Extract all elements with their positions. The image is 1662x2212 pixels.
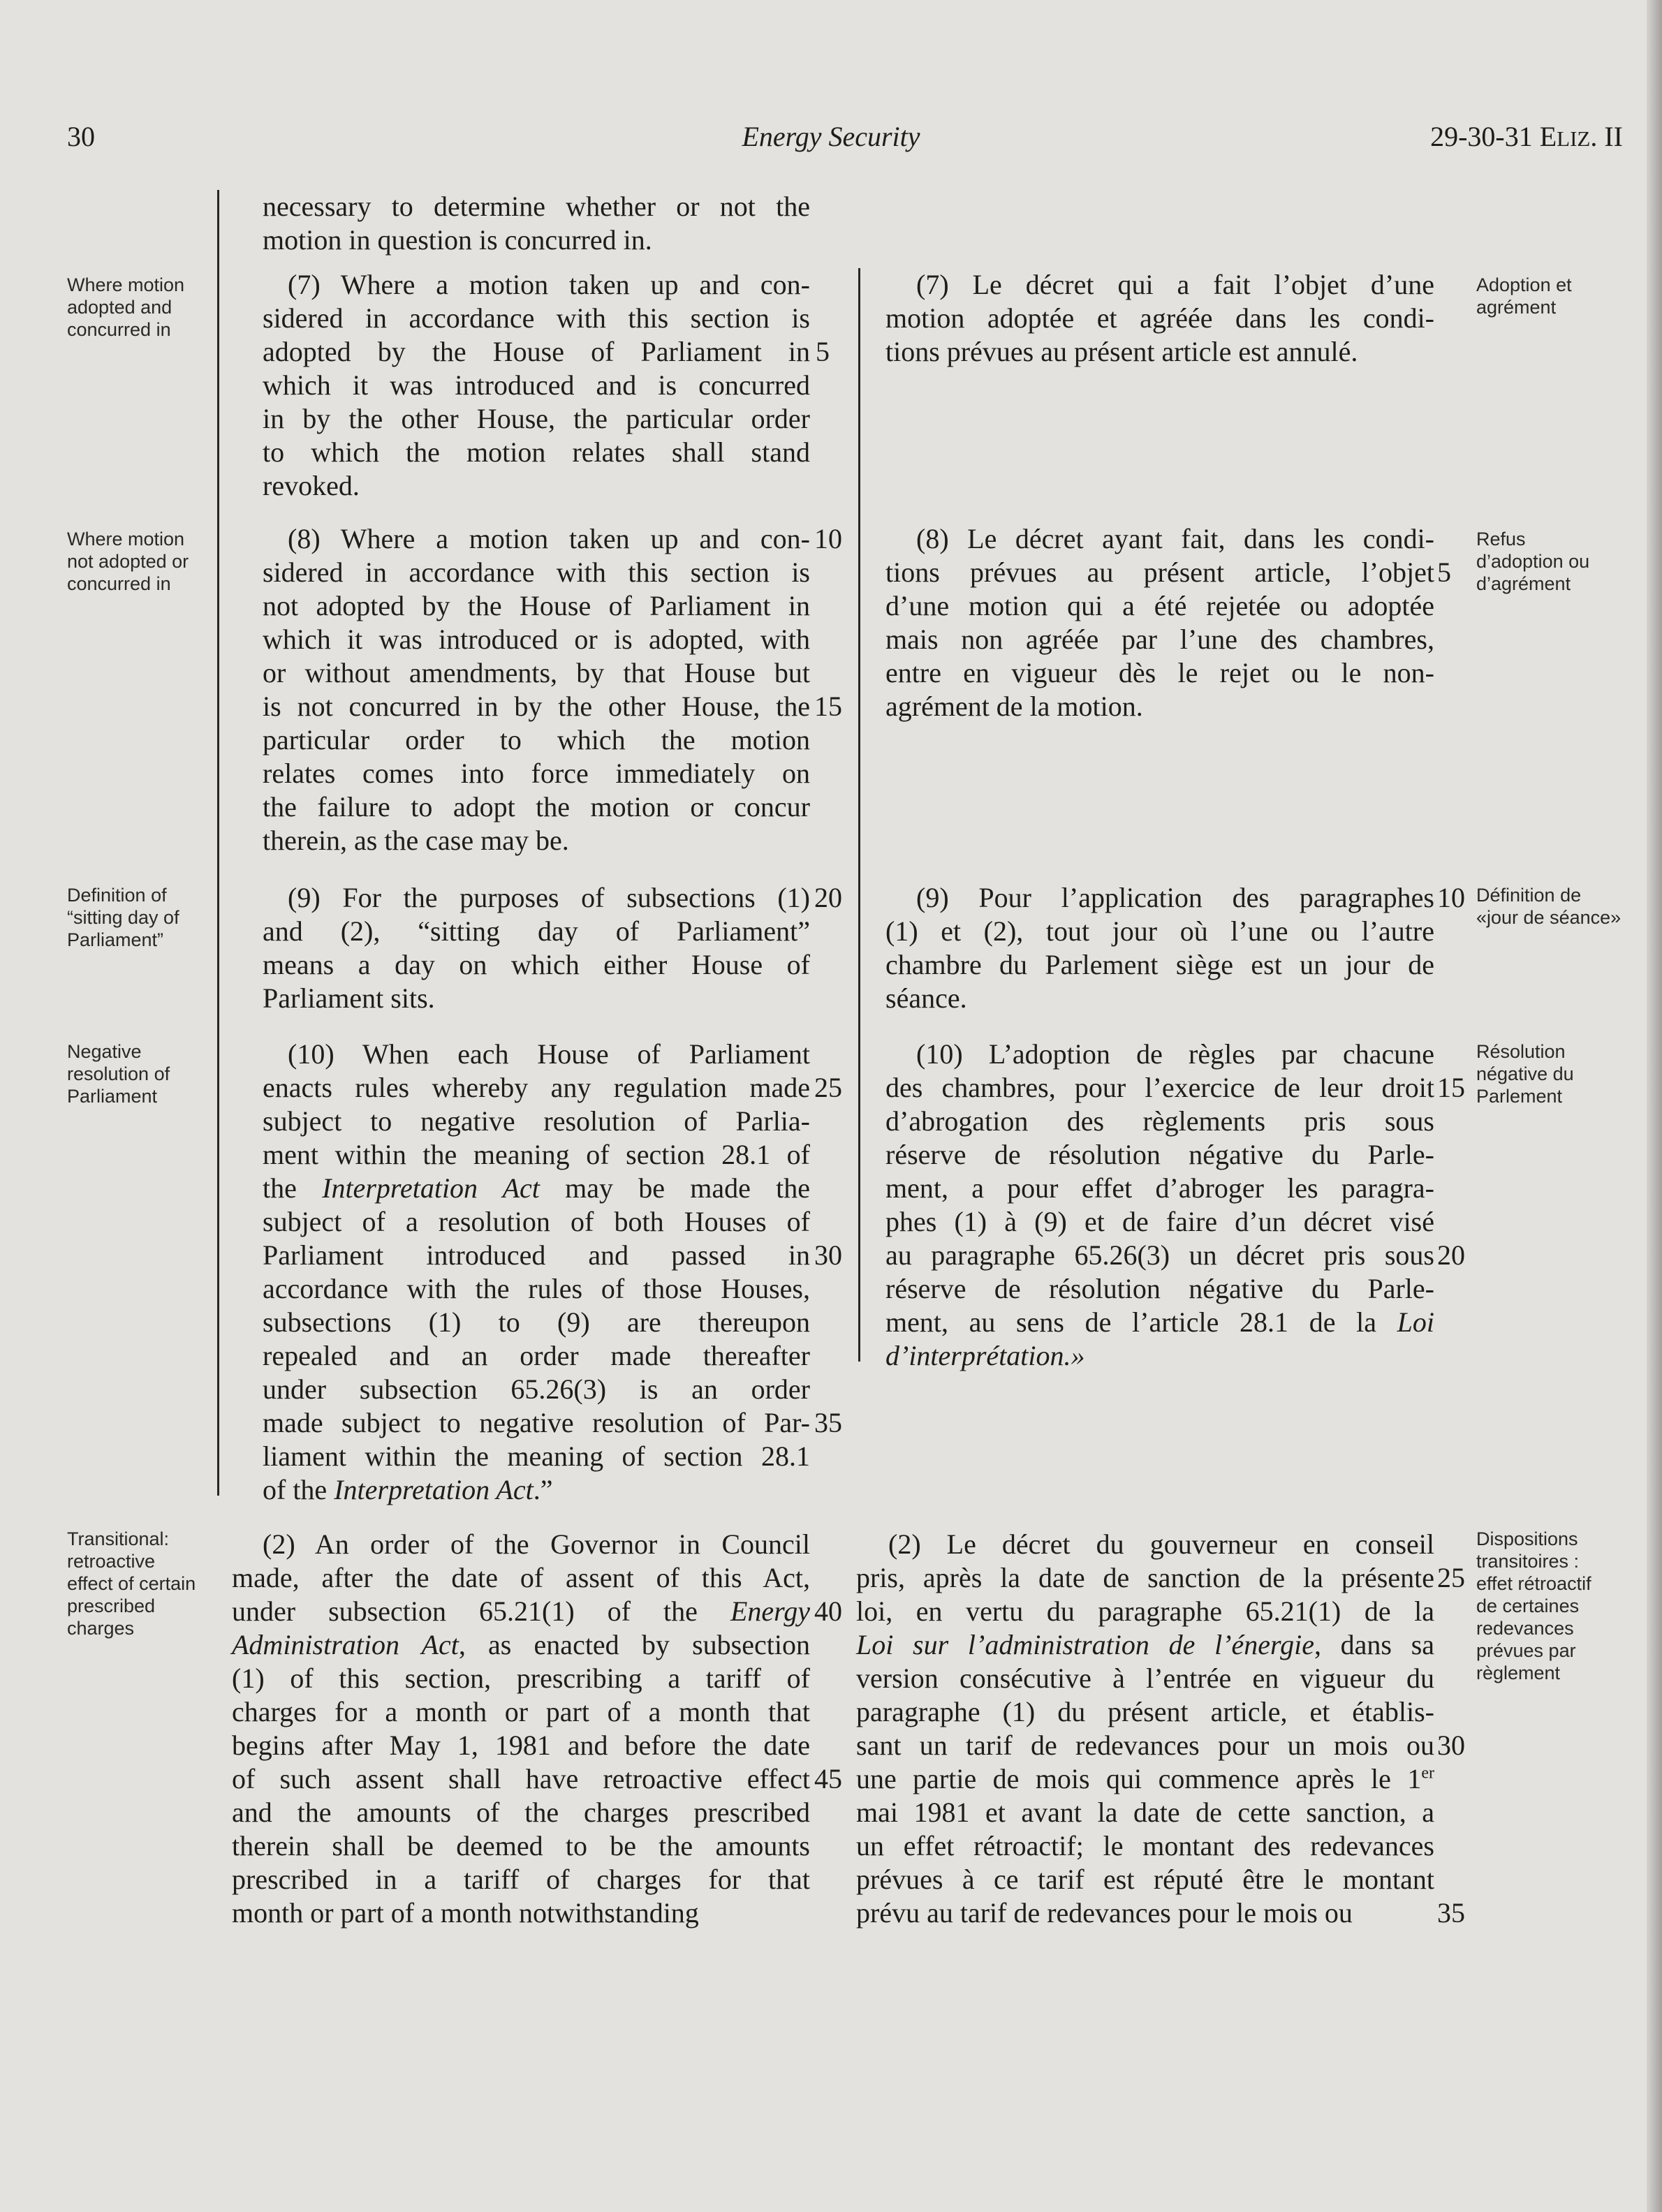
line-number-en: 40 [814, 1595, 842, 1627]
page-edge-shadow [1647, 0, 1662, 2212]
line-number-fr: 10 [1437, 882, 1465, 913]
english-subsection-2: (2) An order of the Governor in Council made, after the date of assent of this Act, under subsection 65.21(1) of the Energy Administration Act, as enacted by subsection (1) of this section, prescribing a tariff of charges for a month or part of a month that begins after May 1, 1981 and before the date of such assent shall have retroactive effect and the amounts of the charges prescribed therein shall be deemed to be the amounts prescribed in a tariff of charges for that month or part of a month notwithstanding [232, 1528, 810, 1929]
margin-note-en-transitional: Transitional: retroactive effect of certain prescribed charges [67, 1528, 196, 1639]
margin-note-en-adopted: Where motion adopted and concurred in [67, 274, 185, 340]
line-number-fr: 5 [1437, 556, 1451, 588]
line-number-fr: 20 [1437, 1239, 1465, 1271]
line-number-fr: 35 [1437, 1897, 1465, 1929]
line-number-en: 45 [814, 1763, 842, 1794]
english-intro: necessary to determine whether or not the motion in question is concurred in. [263, 191, 810, 256]
english-para-8: (8) Where a motion taken up and con- sidered in accordance with this section is not adopted by the House of Parliament in which it was introduced or is adopted, with or without amendments, by that House but is not concurred in by the other House, the particular order to which the motion relates comes into force immediately on the failure to adopt the motion or concur therein, as the case may be. [263, 523, 810, 856]
french-para-8: (8) Le décret ayant fait, dans les condi- tions prévues au présent article, l’objet d’une motion qui a été rejetée ou adoptée mais non agréée par l’une des chambres, entre en vigueur dès le rejet ou le non- agrément de la motion. [885, 523, 1434, 722]
line-number-en: 10 [814, 523, 842, 554]
margin-note-fr-refus: Refus d’adoption ou d’agrément [1476, 529, 1590, 594]
margin-note-en-not-adopted: Where motion not adopted or concurred in [67, 529, 189, 594]
line-number-en: 25 [814, 1072, 842, 1103]
english-para-9: (9) For the purposes of subsections (1) and (2), “sitting day of Parliament” means a day on which either House of Parliament sits. [263, 882, 810, 1014]
line-number-en: 15 [814, 691, 842, 722]
statute-reference: 29-30-31 ELIZ. II [1430, 121, 1623, 152]
english-para-10: (10) When each House of Parliament enacts rules whereby any regulation made subject to negative resolution of Parlia- ment within the meaning of section 28.1 of the Interpretation Act may be made the subject of a resolution of both Houses of Parliament introduced and passed in accordance with the rules of those Houses, subsections (1) to (9) are thereupon repealed and an order made thereafter under subsection 65.26(3) is an order made subject to negative resolution of Par- liament within the meaning of section 28.1 of the Interpretation Act.” [263, 1038, 810, 1505]
margin-note-fr-adoption: Adoption et agrément [1476, 274, 1572, 318]
margin-note-fr-transitoires: Dispositions transitoires : effet rétroactif de certaines redevances prévues par règlement [1476, 1528, 1591, 1683]
margin-note-en-definition: Definition of “sitting day of Parliament” [67, 885, 179, 950]
line-number-fr: 15 [1437, 1072, 1465, 1103]
french-column-rule [858, 268, 860, 1362]
line-number-en: 30 [814, 1239, 842, 1271]
english-column-rule [217, 190, 219, 1496]
french-subsection-2: (2) Le décret du gouverneur en conseil pris, après la date de sanction de la présente loi, en vertu du paragraphe 65.21(1) de la Loi sur l’administration de l’énergie, dans sa version consécutive à l’entrée en vigueur du paragraphe (1) du présent article, et établis- sant un tarif de redevances pour un mois ou une partie de mois qui commence après le 1er mai 1981 et avant la date de cette sanction, a un effet rétroactif; le montant des redevances prévues à ce tarif est réputé être le montant prévu au tarif de redevances pour le mois ou [856, 1528, 1435, 1929]
english-para-7: (7) Where a motion taken up and con- sidered in accordance with this section is adopted by the House of Parliament in which it was introduced and is concurred in by the other House, the particular order to which the motion relates shall stand revoked. [263, 269, 810, 501]
line-number-en: 35 [814, 1407, 842, 1438]
french-para-7: (7) Le décret qui a fait l’objet d’une motion adoptée et agréée dans les condi- tions prévues au présent article est annulé. [885, 269, 1434, 367]
margin-note-fr-resolution: Résolution négative du Parlement [1476, 1041, 1574, 1107]
line-number-en: 20 [814, 882, 842, 913]
page-number: 30 [67, 121, 95, 152]
line-number-fr: 25 [1437, 1562, 1465, 1593]
margin-note-en-negative: Negative resolution of Parliament [67, 1041, 170, 1107]
running-title: Energy Security [742, 121, 920, 152]
french-para-10: (10) L’adoption de règles par chacune des chambres, pour l’exercice de leur droit d’abrogation des règlements pris sous réserve de résolution négative du Parle- ment, a pour effet d’abroger les paragra- phes (1) à (9) et de faire d’un décret visé au paragraphe 65.26(3) un décret pris sous réserve de résolution négative du Parle- ment, au sens de l’article 28.1 de la Loi d’interprétation.» [885, 1038, 1435, 1371]
french-para-9: (9) Pour l’application des paragraphes (1) et (2), tout jour où l’une ou l’autre chambre du Parlement siège est un jour de séance. [885, 882, 1434, 1014]
line-number-en: 5 [816, 336, 830, 367]
margin-note-fr-definition: Définition de «jour de séance» [1476, 885, 1621, 928]
line-number-fr: 30 [1437, 1730, 1465, 1761]
